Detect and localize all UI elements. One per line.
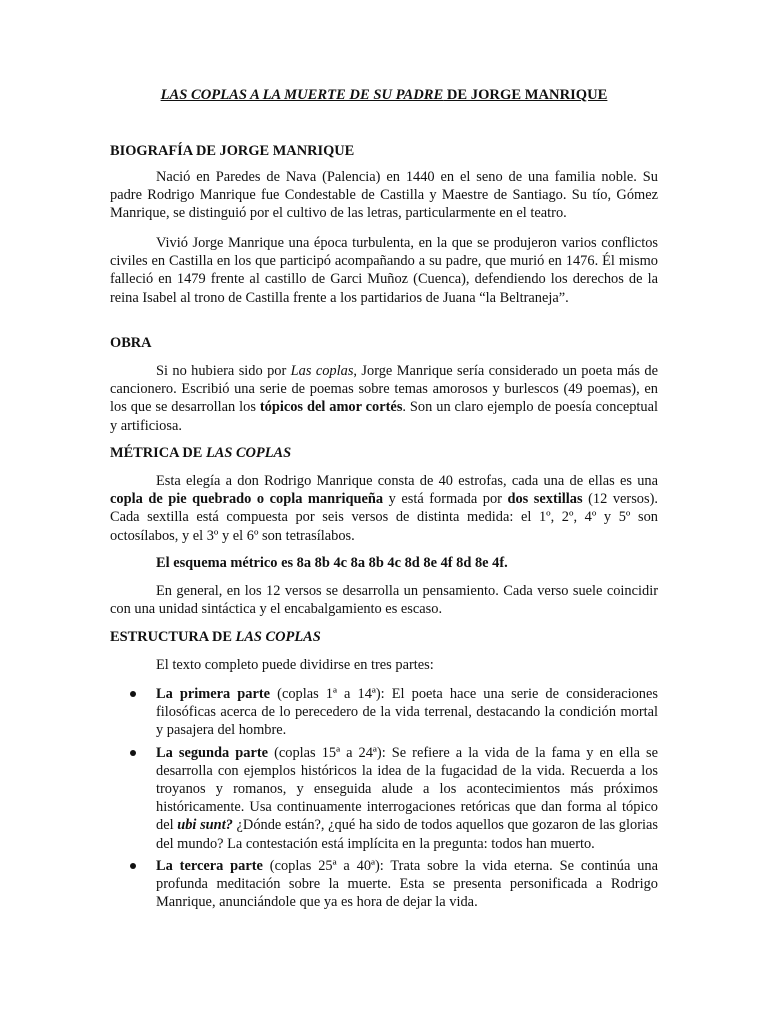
title-italic: LAS COPLAS A LA MUERTE DE SU PADRE [160, 87, 444, 103]
document-title [110, 86, 658, 104]
list-item-bold: La tercera parte [156, 857, 263, 874]
title-rest: DE JORGE MANRIQUE [443, 87, 608, 103]
bullet-icon [130, 750, 136, 756]
estructura-heading-italic: LAS COPLAS [235, 629, 321, 645]
list-item-bold: La primera parte [156, 686, 271, 702]
list-item [110, 685, 658, 740]
obra-paragraph [110, 362, 658, 435]
metrica-text-bold-1: copla de pie quebrado o copla manriqueña [110, 491, 384, 508]
metrica-text-a: Esta elegía a don Rodrigo Manrique consta de 40 estrofas, cada una de ellas es una [156, 473, 658, 489]
metrica-text-bold-2: dos sextillas [507, 491, 583, 508]
metrica-scheme: El esquema métrico es 8a 8b 4c 8a 8b 4c 8d 8e 4f 8d 8e 4f. [156, 555, 508, 571]
obra-text-b: , Jorge Manrique sería considerado un poeta más de cancionero. Escribió una serie de poemas sobre temas amorosos y burlescos (49 poemas), en los que se desarrollan los [110, 363, 658, 416]
obra-text-bold: tópicos del amor cortés [259, 399, 403, 416]
list-item-text: (coplas 25ª a 40ª): Trata sobre la vida eterna. Se continúa una profunda meditación sobre la muerte. Esta se presenta personificada a Rodrigo Manrique, anunciándole que ya es hora de dejar la vida. [156, 857, 659, 911]
bio-paragraph-1: Nació en Paredes de Nava (Palencia) en 1440 en el seno de una familia noble. Su padre Rodrigo Manrique fue Condestable de Castilla y Maestre de Santiago. Su tío, Gómez Manrique, se distinguió por el cultivo de las letras, particularmente en el teatro. [110, 169, 658, 222]
obra-text-c: . Son un claro ejemplo de poesía conceptual y artificiosa. [110, 399, 658, 434]
list-item-bold-italic: ubi sunt? [177, 817, 233, 834]
list-item [110, 744, 658, 853]
bullet-icon [130, 863, 136, 869]
list-item-bold: La segunda parte [156, 744, 269, 761]
heading-metrica [110, 444, 291, 462]
heading-estructura [110, 628, 321, 646]
list-item [110, 857, 658, 912]
obra-text-italic: Las coplas [290, 363, 354, 379]
metrica-paragraph-1 [110, 472, 658, 545]
metrica-text-b: y está formada por [383, 491, 508, 508]
bio-paragraph-2: Vivió Jorge Manrique una época turbulenta, en la que se produjeron varios conflictos civiles en Castilla en los que participó acompañando a su padre, que murió en 1476. Él mismo falleció en 1479 frente al castillo de Garci Muñoz (Cuenca), defendiendo los derechos de la reina Isabel al trono de Castilla frente a los partidarios de Juana “la Beltraneja”. [110, 235, 658, 306]
metrica-text-c: (12 versos). Cada sextilla está compuesta por seis versos de distinta medida: el 1º, 2º, 4º y 5º son octosílabos, y el 3º y el 6º son tetrasílabos. [110, 491, 658, 544]
heading-biografia: BIOGRAFÍA DE JORGE MANRIQUE [110, 143, 355, 159]
list-item-text-2: ¿Dónde están?, ¿qué ha sido de todos aquellos que gozaron de las glorias del mundo? La contestación está implícita en la pregunta: todos han muerto. [156, 817, 658, 852]
heading-obra: OBRA [110, 335, 152, 351]
metrica-heading-a: MÉTRICA DE [110, 445, 206, 461]
estructura-heading-a: ESTRUCTURA DE [110, 629, 236, 645]
metrica-paragraph-2: En general, en los 12 versos se desarrolla un pensamiento. Cada verso suele coincidir con una unidad sintáctica y el encabalgamiento es escaso. [110, 583, 658, 618]
list-item-text: (coplas 1ª a 14ª): El poeta hace una serie de consideraciones filosóficas acerca de lo perecedero de la vida terrenal, destacando la condición mortal y pasajera del hombre. [156, 686, 658, 739]
estructura-list [110, 685, 658, 911]
estructura-intro: El texto completo puede dividirse en tres partes: [156, 657, 434, 673]
metrica-heading-italic: LAS COPLAS [205, 445, 292, 461]
obra-text-a: Si no hubiera sido por [156, 363, 291, 379]
bullet-icon [130, 691, 136, 697]
list-item-text: (coplas 15ª a 24ª): Se refiere a la vida de la fama y en ella se desarrolla con ejemplos históricos la idea de la fugacidad de la vida. Recuerda a los troyanos y romanos, y enseguida alude a los acontecimientos más próximos históricamente. Usa continuamente interrogaciones retóricas que dan forma al tópico del [156, 744, 658, 834]
